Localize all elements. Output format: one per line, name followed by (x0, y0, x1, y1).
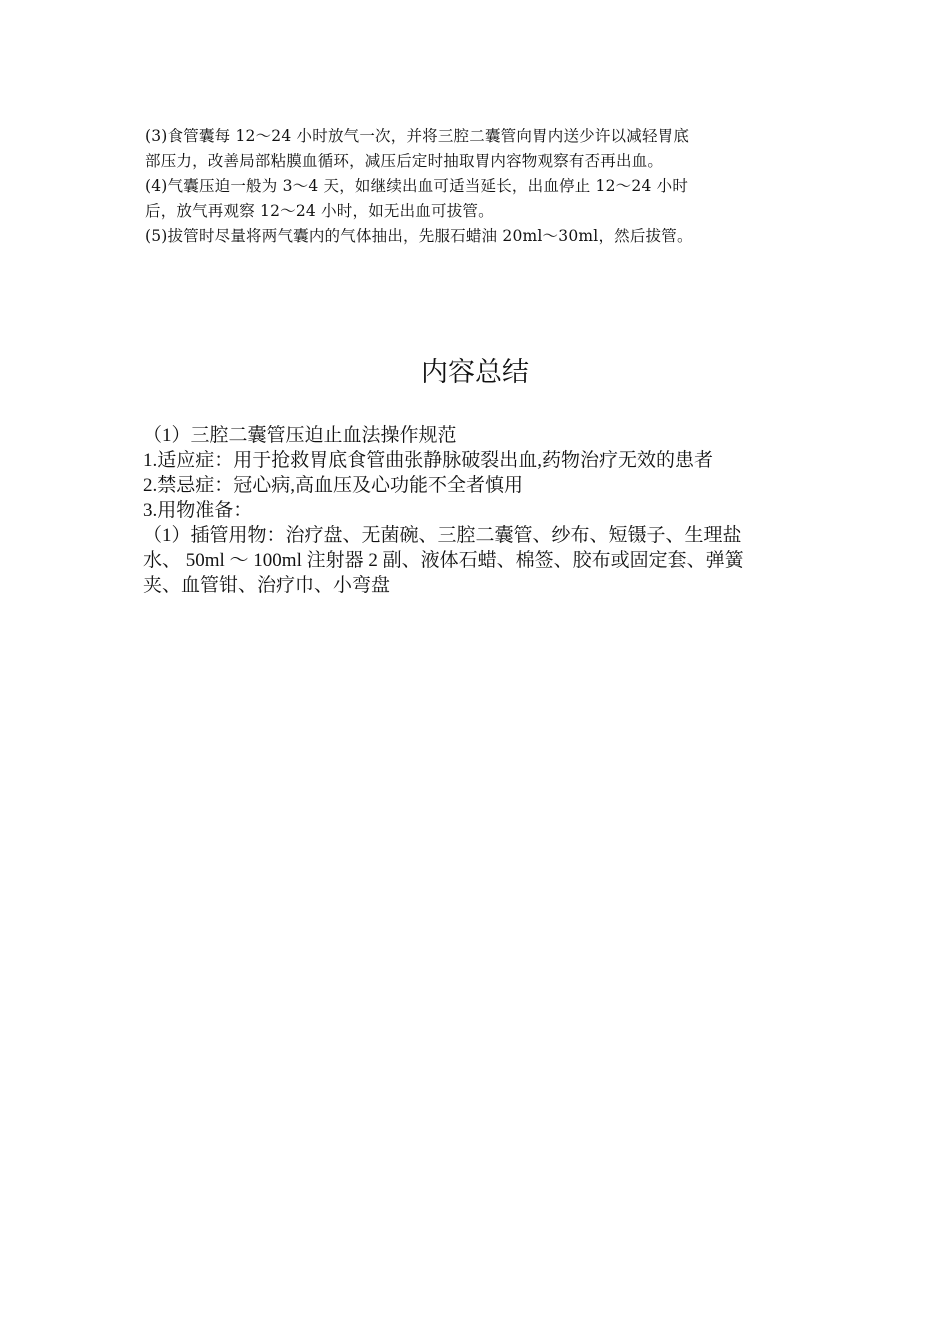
summary-supplies-line-3: 夹、血管钳、治疗巾、小弯盘 (143, 575, 391, 596)
procedure-notes (145, 124, 805, 249)
summary-supplies-line-2: 水、 50ml ～ 100ml 注射器 2 副、液体石蜡、棉签、胶布或固定套、弹簧 (143, 550, 744, 571)
summary-supplies-heading: 3.用物准备： (143, 500, 253, 521)
summary-subtitle: （1）三腔二囊管压迫止血法操作规范 (143, 425, 457, 446)
note-line-4: (4)气囊压迫一般为 3～4 天，如继续出血可适当延长，出血停止 12～24 小时 (145, 177, 689, 195)
summary-supplies-line-1: （1）插管用物：治疗盘、无菌碗、三腔二囊管、纱布、短镊子、生理盐 (143, 525, 742, 546)
note-line-4-continued: 后，放气再观察 12～24 小时，如无出血可拔管。 (145, 202, 494, 220)
summary-contraindications: 2.禁忌症：冠心病,高血压及心功能不全者慎用 (143, 475, 524, 496)
note-line-3-continued: 部压力，改善局部粘膜血循环，减压后定时抽取胃内容物观察有否再出血。 (145, 152, 664, 170)
note-line-5: (5)拔管时尽量将两气囊内的气体抽出，先服石蜡油 20ml～30ml，然后拔管。 (145, 227, 693, 245)
summary-body (143, 423, 808, 598)
summary-indications: 1.适应症：用于抢救胃底食管曲张静脉破裂出血,药物治疗无效的患者 (143, 450, 714, 471)
summary-title: 内容总结 (421, 357, 529, 387)
note-line-3: (3)食管囊每 12～24 小时放气一次，并将三腔二囊管向胃内送少许以减轻胃底 (145, 127, 690, 145)
